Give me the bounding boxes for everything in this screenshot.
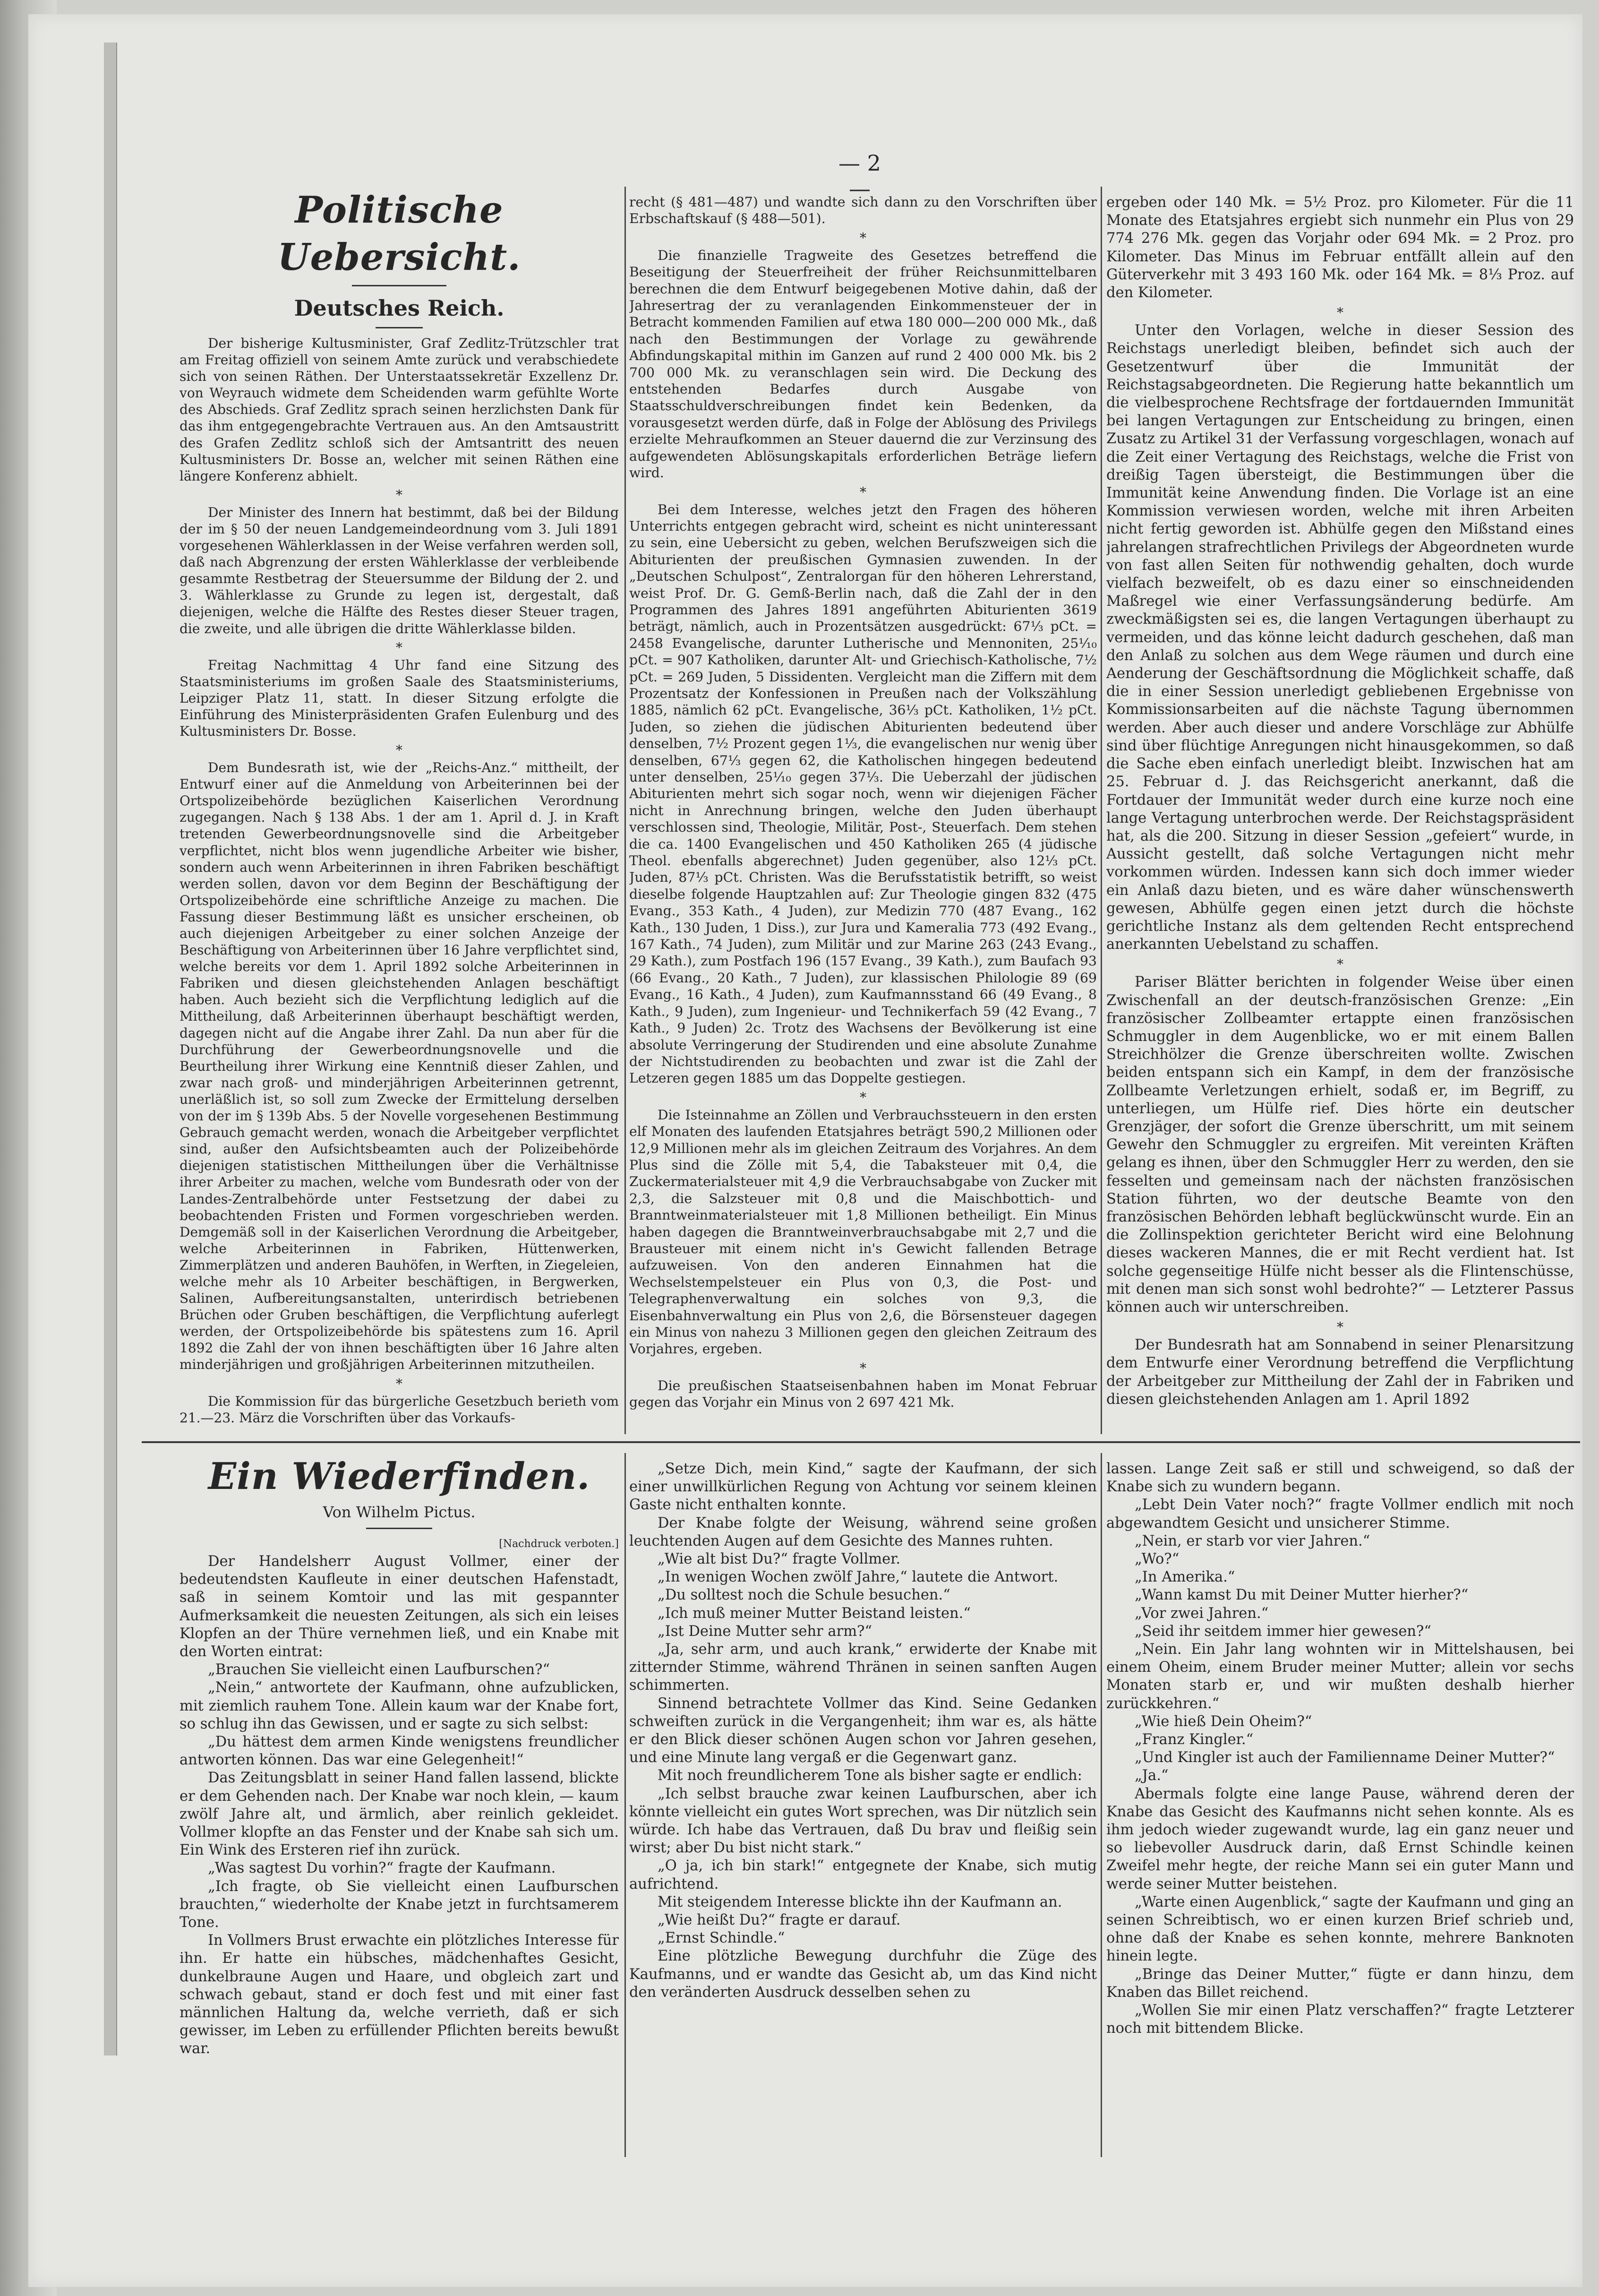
story-paragraph: „Lebt Dein Vater noch?“ fragte Vollmer endlich mit noch abgewandtem Gesicht und unsicherer Stimme.	[1106, 1496, 1574, 1531]
section-separator-star: *	[396, 1376, 402, 1392]
story-paragraph: „Ich selbst brauche zwar keinen Laufburschen, aber ich könnte vielleicht ein gutes Wort sprechen, was Dir nützlich sein würde. Ich habe das Vertrauen, daß Du brav und fleißig sein wirst; aber Du bist nicht stark.“	[629, 1785, 1097, 1857]
section-separator-star: *	[860, 484, 866, 500]
story-paragraph: „In wenigen Wochen zwölf Jahre,“ lautete die Antwort.	[658, 1569, 1059, 1586]
story-paragraph: „In Amerika.“	[1135, 1569, 1235, 1586]
article-paragraph: Pariser Blätter berichten in folgender Weise über einen Zwischenfall an der deutsch-französischen Grenze: „Ein französischer Zollbeamter ertappte einen französischen Schmuggler in dem Augenblicke, wo er mit einem Ballen Streichhölzer die Grenze überschreiten wollte. Zwischen beiden entspann sich ein Kampf, in dem der französische Zollbeamte Verletzungen erhielt, sodaß er, im Begriff, zu unterliegen, um Hülfe rief. Dies hörte ein deutscher Grenzjäger, der sofort die Grenze überschritt, um mit seinem Gewehr den Schmuggler zu ergreifen. Mit vereinten Kräften gelang es ihnen, über den Schmuggler Herr zu werden, den sie fesselten und gemeinsam nach der nächsten französischen Station führten, wo der deutsche Beamte von den französischen Behörden lebhaft beglückwünscht wurde. Ein an die Zollinspektion gerichteter Bericht wird eine Belohnung dieses wackeren Mannes, die er mit Recht verdient hat. Ist solche gegenseitige Hülfe nicht besser als die Flintenschüsse, mit denen man sich sonst wohl bedrohte?“ — Letzterer Passus können auch wir unterschreiben.	[1106, 974, 1574, 1316]
story-column-3	[1106, 1460, 1574, 2157]
story-paragraph: „Setze Dich, mein Kind,“ sagte der Kaufmann, der sich einer unwillkürlichen Regung von Achtung vor seinem kleinen Gaste nicht enthalten konnte.	[629, 1461, 1097, 1513]
section-separator-star: *	[396, 639, 402, 655]
article-paragraph: ergeben oder 140 Mk. = 5½ Proz. pro Kilometer. Für die 11 Monate des Etatsjahres ergiebt sich nunmehr ein Plus von 29 774 276 Mk. gegen das Vorjahr oder 694 Mk. = 2 Proz. pro Kilometer. Das Minus im Februar entfällt allein auf den Güterverkehr mit 3 493 160 Mk. oder 164 Mk. = 8⅓ Proz. auf den Kilometer.	[1106, 194, 1574, 301]
page-fold-strip	[104, 43, 117, 2055]
section-separator-star: *	[396, 742, 402, 758]
section-separator-star: *	[860, 1360, 866, 1376]
story-paragraph: „Wie alt bist Du?“ fragte Vollmer.	[658, 1551, 901, 1568]
story-paragraph: „O ja, ich bin stark!“ entgegnete der Knabe, sich mutig aufrichtend.	[629, 1857, 1097, 1892]
story-paragraph: „Seid ihr seitdem immer hier gewesen?“	[1135, 1623, 1431, 1640]
section-divider	[142, 1441, 1580, 1443]
story-paragraph: Mit noch freundlicherem Tone als bisher sagte er endlich:	[658, 1767, 1082, 1784]
page-number: — 2 —	[838, 150, 881, 201]
column-divider	[624, 1453, 626, 2157]
section-separator-star: *	[1337, 305, 1343, 321]
story-paragraph: „Wo?“	[1135, 1551, 1180, 1568]
story-paragraph: lassen. Lange Zeit saß er still und schweigend, so daß der Knabe sich zu wundern begann.	[1106, 1461, 1574, 1496]
article-paragraph: Dem Bundesrath ist, wie der „Reichs-Anz.“ mittheilt, der Entwurf einer auf die Anmeldung von Arbeiterinnen bei der Ortspolizeibehörde bezüglichen Kaiserlichen Verordnung zugegangen. Nach § 138 Abs. 1 der am 1. April d. J. in Kraft tretenden Gewerbeordnungsnovelle sind die Arbeitgeber verpflichtet, nicht blos wenn jugendliche Arbeiter wie bisher, sondern auch wenn Arbeiterinnen in ihren Fabriken beschäftigt werden sollen, davon vor dem Beginn der Beschäftigung der Ortspolizeibehörde eine schriftliche Anzeige zu machen. Die Fassung dieser Bestimmung läßt es unsicher erscheinen, ob auch diejenigen Arbeitgeber zu einer solchen Anzeige der Beschäftigung von Arbeiterinnen über 16 Jahre verpflichtet sind, welche bereits vor dem 1. April 1892 solche Arbeiterinnen in Fabriken und diesen gleichstehenden Anlagen beschäftigt haben. Auch bezieht sich die Verpflichtung lediglich auf die Mittheilung, daß Arbeiterinnen überhaupt beschäftigt werden, dagegen nicht auf die Angabe ihrer Zahl. Da nun aber für die Durchführung der Gewerbeordnungsnovelle und die Beurtheilung ihrer Wirkung eine Kenntniß dieser Zahlen, und zwar nach groß- und minderjährigen Arbeiterinnen getrennt, unerläßlich ist, so soll zum Zwecke der Ermittelung derselben von der im § 139b Abs. 5 der Novelle vorgesehenen Bestimmung Gebrauch gemacht werden, wonach die Arbeitgeber verpflichtet sind, außer den Aufsichtsbeamten auch der Polizeibehörde diejenigen statistischen Mittheilungen über die Verhältnisse ihrer Arbeiter zu machen, welche vom Bundesrath oder von der Landes-Zentralbehörde unter Festsetzung der dabei zu beobachtenden Fristen und Formen vorgeschrieben werden. Demgemäß soll in der Kaiserlichen Verordnung die Arbeitgeber, welche Arbeiterinnen in Fabriken, Hüttenwerken, Zimmerplätzen und anderen Bauhöfen, in Werften, in Ziegeleien, welche mehr als 10 Arbeiter beschäftigen, in Bergwerken, Salinen, Aufbereitungsanstalten, unterirdisch betriebenen Brüchen oder Gruben beschäftigen, die Verpflichtung auferlegt werden, der Ortspolizeibehörde bis spätestens zum 16. April 1892 die Zahl der von ihnen beschäftigten über 16 Jahre alten minderjährigen und großjährigen Arbeiterinnen mitzutheilen.	[180, 760, 619, 1373]
story-paragraph: „Wie hieß Dein Oheim?“	[1135, 1713, 1312, 1730]
section-separator-star: *	[860, 230, 866, 246]
title-rule	[352, 285, 446, 286]
column-divider	[1101, 187, 1102, 1434]
section-separator-star: *	[860, 1089, 866, 1105]
story-paragraph: „Du solltest noch die Schule besuchen.“	[658, 1587, 950, 1604]
story-paragraph: „Brauchen Sie vielleicht einen Laufburschen?“	[208, 1661, 550, 1678]
article-paragraph: Der Minister des Innern hat bestimmt, daß bei der Bildung der im § 50 der neuen Landgemeindeordnung vom 3. Juli 1891 vorgesehenen Wählerklassen in der Weise verfahren werden soll, daß nach Abgrenzung der ersten Wählerklasse der verbleibende gesammte Restbetrag der Steuersumme der Bildung der 2. und 3. Wählerklasse zu Grunde zu legen ist, dergestalt, daß diejenigen, welche die Hälfte des Restes dieser Steuer tragen, die zweite, und alle übrigen die dritte Wählerklasse bilden.	[180, 504, 619, 636]
story-paragraph: „Wann kamst Du mit Deiner Mutter hierher?“	[1135, 1587, 1469, 1604]
story-paragraph: Abermals folgte eine lange Pause, während deren der Knabe das Gesicht des Kaufmanns nicht sehen konnte. Als es ihm jedoch wieder zugewandt wurde, lag ein ganz neuer und so liebevoller Ausdruck darin, daß Ernst Schindle keinen Zweifel mehr hegte, der reiche Mann sei ein guter Mann und werde seiner Mutter beistehen.	[1106, 1785, 1574, 1892]
article-paragraph: Der bisherige Kultusminister, Graf Zedlitz-Trützschler trat am Freitag offiziell von seinem Amte zurück und verabschiedete sich von seinen Räthen. Der Unterstaatssekretär Exzellenz Dr. von Weyrauch widmete dem Scheidenden warm gefühlte Worte des Abschieds. Graf Zedlitz sprach seinen herzlichsten Dank für das ihm entgegengebrachte Vertrauen aus. An den Amtsaustritt des Grafen Zedlitz schloß sich der Amtsantritt des neuen Kultusministers Dr. Bosse an, welcher mit seinen Räthen eine längere Konferenz abhielt.	[180, 335, 619, 484]
section-separator-star: *	[1337, 1319, 1343, 1335]
article-paragraph: Bei dem Interesse, welches jetzt den Fragen des höheren Unterrichts entgegen gebracht wird, scheint es nicht uninteressant zu sein, eine Uebersicht zu geben, welchen Berufszweigen sich die Abiturienten der preußischen Gymnasien zuwenden. In der „Deutschen Schulpost“, Zentralorgan für den höheren Lehrerstand, weist Prof. Dr. G. Gemß-Berlin nach, daß die Zahl der in den Programmen des Jahres 1891 angeführten Abiturienten 3619 beträgt, nämlich, auch in Prozentsätzen ausgedrückt: 67⅓ pCt. = 2458 Evangelische, darunter Lutherische und Mennoniten, 25¹⁄₁₀ pCt. = 907 Katholiken, darunter Alt- und Griechisch-Katholische, 7¹⁄₂ pCt. = 269 Juden, 5 Dissidenten. Vergleicht man die Ziffern mit dem Prozentsatz der Konfessionen in Preußen nach der Volkszählung 1885, nämlich 62 pCt. Evangelische, 36⅓ pCt. Katholiken, 1½ pCt. Juden, so ziehen die jüdischen Abiturienten bedeutend über denselben, 7½ Prozent gegen 1⅓, die evangelischen nur wenig über denselben, 67⅓ gegen 62, die Katholischen hingegen bedeutend unter denselben, 25¹⁄₁₀ gegen 37⅓. Die Ueberzahl der jüdischen Abiturienten mehrt sich sogar noch, wenn wir diejenigen Fächer nicht in Anrechnung bringen, welche den Juden überhaupt verschlossen sind, Theologie, Militär, Post-, Steuerfach. Dem stehen die ca. 1400 Evangelischen und 450 Katholiken 265 (4 jüdische Theol. ebenfalls abgerechnet) Juden gegenüber, also 12⅓ pCt. Juden, 87⅓ pCt. Christen. Was die Berufsstatistik betrifft, so weist dieselbe folgende Hauptzahlen auf: Zur Theologie gingen 832 (475 Evang., 353 Kath., 4 Juden), zur Medizin 770 (487 Evang., 162 Kath., 130 Juden, 1 Diss.), zur Jura und Kameralia 773 (492 Evang., 167 Kath., 74 Juden), zum Militär und zur Marine 263 (243 Evang., 29 Kath.), zum Postfach 196 (157 Evang., 39 Kath.), zum Baufach 93 (66 Evang., 20 Kath., 7 Juden), zur klassischen Philologie 89 (69 Evang., 16 Kath., 4 Juden), zum Kaufmannsstand 66 (49 Evang., 8 Kath., 9 Juden), zum Ingenieur- und Technikerfach 59 (42 Evang., 7 Kath., 9 Juden) 2c. Trotz des Wachsens der Bevölkerung ist eine absolute Verringerung der Studirenden und eine absolute Zunahme der Nichtstudirenden zu beobachten und zwar ist die Zahl der Letzeren gegen 1885 um das Doppelte gestiegen.	[629, 501, 1097, 1086]
article-paragraph: Die finanzielle Tragweite des Gesetzes betreffend die Beseitigung der Steuerfreiheit der früher Reichsunmittelbaren berechnen die dem Entwurf beigegebenen Motive dahin, daß der Jahresertrag der zu veranlagenden Einkommensteuer der in Betracht kommenden Familien auf etwa 180 000—200 000 Mk., daß nach den Bestimmungen der Vorlage zu gewährende Abfindungskapital mithin im Ganzen auf rund 2 400 000 Mk. bis 2 700 000 Mk. zu veranschlagen sein wird. Die Deckung des entstehenden Bedarfes durch Ausgabe von Staatsschuldverschreibungen findet kein Bedenken, da vorausgesetzt werden dürfe, daß in Folge der Ablösung des Privilegs erzielte Mehraufkommen an Steuer dauernd die zur Verzinsung des aufgewendeten Ablösungskapitals erforderlichen Beträge liefern wird.	[629, 247, 1097, 481]
story-paragraph: „Ernst Schindle.“	[658, 1930, 785, 1947]
story-paragraph: „Und Kingler ist auch der Familienname Deiner Mutter?“	[1135, 1749, 1555, 1766]
section-title: Politische Uebersicht.	[277, 189, 521, 279]
story-paragraph: Der Knabe folgte der Weisung, während seine großen leuchtenden Augen auf dem Gesichte des Mannes ruhten.	[629, 1514, 1097, 1549]
story-paragraph: „Wollen Sie mir einen Platz verschaffen?“ fragte Letzterer noch mit bittendem Blicke.	[1106, 2002, 1574, 2037]
politics-column-2	[629, 194, 1097, 1434]
reprint-note: [Nachdruck verboten.]	[499, 1538, 619, 1550]
politics-column-1	[180, 187, 619, 1434]
section-separator-star: *	[396, 487, 402, 503]
story-byline: Von Wilhelm Pictus.	[323, 1503, 476, 1521]
story-paragraph: „Franz Kingler.“	[1135, 1731, 1254, 1748]
story-paragraph: Der Handelsherr August Vollmer, einer der bedeutendsten Kaufleute in einer deutschen Hafenstadt, saß in seinem Komtoir und las mit gespannter Aufmerksamkeit die neuesten Zeitungen, als sich ein leises Klopfen an der Thüre vernehmen ließ, und ein Knabe mit den Worten eintrat:	[180, 1553, 619, 1660]
story-paragraph: „Ja.“	[1135, 1767, 1169, 1784]
byline-rule	[366, 1528, 432, 1529]
article-paragraph: Unter den Vorlagen, welche in dieser Session des Reichstags unerledigt bleiben, befindet sich auch der Gesetzentwurf über die Immunität der Reichstagsabgeordneten. Die Regierung hatte bekanntlich um die vielbesprochene Rechtsfrage der fortdauernden Immunität bei langen Vertagungen zur Entscheidung zu bringen, einen Zusatz zu Artikel 31 der Verfassung vorgeschlagen, wonach auf die Zeit einer Vertagung des Reichstags, welche die Frist von dreißig Tagen übersteigt, die Bestimmungen über die Immunität keine Anwendung finden. Die Vorlage ist an eine Kommission verwiesen worden, welche mit ihren Arbeiten nicht fertig geworden ist. Abhülfe gegen den Mißstand eines jahrelangen strafrechtlichen Privilegs der Abgeordneten wurde von fast allen Seiten für nothwendig gehalten, doch wurde vielfach bezweifelt, ob es dazu einer so einschneidenden Maßregel wie einer Verfassungsänderung bedürfe. Am zweckmäßigsten sei es, die langen Vertagungen überhaupt zu vermeiden, und das könne leicht dadurch geschehen, daß man den Anlaß zu solchen aus dem Wege räumen und durch eine Aenderung der Geschäftsordnung die Möglichkeit schaffe, daß die in einer Session unerledigt gebliebenen Ergebnisse von Kommissionsarbeiten auf die nächste Tagung übernommen werden. Aber auch dieser und andere Vorschläge zur Abhülfe sind über flüchtige Anregungen nicht hinausgekommen, so daß die Sache eben einfach unerledigt bleibt. Inzwischen hat am 25. Februar d. J. das Reichsgericht anerkannt, daß die Fortdauer der Immunität weder durch eine kurze noch eine lange Vertagung unterbrochen werde. Der Reichstagspräsident hat, als die 200. Sitzung in dieser Session „gefeiert“ wurde, in Aussicht gestellt, daß solche Vertagungen nicht mehr vorkommen würden. Indessen kann sich doch immer wieder ein Anlaß dazu bieten, und es wäre daher wünschenswerth gewesen, Abhülfe gegen einen jetzt durch die höchste gerichtliche Instanz als dem geltenden Recht entsprechend anerkannten Uebelstand zu schaffen.	[1106, 322, 1574, 953]
story-paragraph: „Was sagtest Du vorhin?“ fragte der Kaufmann.	[208, 1860, 556, 1877]
story-paragraph: „Wie heißt Du?“ fragte er darauf.	[658, 1912, 901, 1929]
story-paragraph: „Bringe das Deiner Mutter,“ fügte er dann hinzu, dem Knaben das Billet reichend.	[1106, 1966, 1574, 2001]
story-column-2	[629, 1460, 1097, 2157]
story-title: Ein Wiederfinden.	[208, 1455, 590, 1498]
story-paragraph: Eine plötzliche Bewegung durchfuhr die Züge des Kaufmanns, und er wandte das Gesicht ab, um das Kind nicht den veränderten Ausdruck desselben sehen zu	[629, 1948, 1097, 2001]
story-paragraph: Das Zeitungsblatt in seiner Hand fallen lassend, blickte er dem Gehenden nach. Der Knabe war noch klein, — kaum zwölf Jahre alt, und ärmlich, aber reinlich gekleidet. Vollmer klopfte an das Fenster und der Knabe sah sich um. Ein Wink des Ersteren rief ihn zurück.	[180, 1770, 619, 1859]
story-paragraph: „Warte einen Augenblick,“ sagte der Kaufmann und ging an seinen Schreibtisch, wo er einen kurzen Brief schrieb und, ohne daß der Knabe es sehen konnte, mehrere Banknoten hinein legte.	[1106, 1893, 1574, 1965]
article-paragraph: Die Isteinnahme an Zöllen und Verbrauchssteuern in den ersten elf Monaten des laufenden Etatsjahres beträgt 590,2 Millionen oder 12,9 Millionen mehr als im gleichen Zeitraum des Vorjahres. An dem Plus sind die Zölle mit 5,4, die Tabaksteuer mit 0,4, die Zuckermaterialsteuer mit 4,9 die Verbrauchsabgabe von Zucker mit 2,3, die Salzsteuer mit 0,8 und die Maischbottich- und Branntweinmaterialsteuer mit 1,8 Millionen betheiligt. Ein Minus haben dagegen die Branntweinverbrauchsabgabe mit 2,7 und die Brausteuer mit einem nicht in's Gewicht fallenden Betrage aufzuweisen. Von den anderen Einnahmen hat die Wechselstempelsteuer ein Plus von 0,3, die Post- und Telegraphenverwaltung ein solches von 9,3, die Eisenbahnverwaltung ein Plus von 2,6, die Börsensteuer dagegen ein Minus von nahezu 3 Millionen gegen den gleichen Zeitraum des Vorjahres, ergeben.	[629, 1107, 1097, 1357]
story-paragraph: „Ich muß meiner Mutter Beistand leisten.“	[658, 1605, 971, 1622]
article-paragraph: Die preußischen Staatseisenbahnen haben im Monat Februar gegen das Vorjahr ein Minus von 2 697 421 Mk.	[629, 1377, 1097, 1410]
article-paragraph: recht (§ 481—487) und wandte sich dann zu den Vorschriften über Erbschaftskauf (§ 488—501).	[629, 194, 1097, 227]
subtitle-rule	[376, 327, 423, 328]
story-paragraph: „Vor zwei Jahren.“	[1135, 1605, 1269, 1622]
story-paragraph: Sinnend betrachtete Vollmer das Kind. Seine Gedanken schweiften zurück in die Vergangenheit; ihm war es, als hätte er den Blick dieser schönen Augen schon vor Jahren gesehen, und eine Minute lang vergaß er die Gegenwart ganz.	[629, 1695, 1097, 1766]
story-paragraph: „Du hättest dem armen Kinde wenigstens freundlicher antworten können. Das war eine Gelegenheit!“	[180, 1734, 619, 1769]
story-paragraph: „Ich fragte, ob Sie vielleicht einen Laufburschen brauchten,“ wiederholte der Knabe jetzt in furchtsamerem Tone.	[180, 1878, 619, 1931]
story-paragraph: „Nein,“ antwortete der Kaufmann, ohne aufzublicken, mit ziemlich rauhem Tone. Allein kaum war der Knabe fort, so schlug ihn das Gewissen, und er sagte zu sich selbst:	[180, 1679, 619, 1732]
story-paragraph: „Nein, er starb vor vier Jahren.“	[1135, 1532, 1370, 1549]
section-separator-star: *	[1337, 956, 1343, 972]
story-column-1	[180, 1453, 619, 2157]
column-divider	[1101, 1453, 1102, 2157]
story-paragraph: „Nein. Ein Jahr lang wohnten wir in Mittelshausen, bei einem Oheim, einem Bruder meiner Mutter; allein vor sechs Monaten starb er, und wir mußten deshalb hierher zurückkehren.“	[1106, 1641, 1574, 1712]
section-subtitle: Deutsches Reich.	[294, 295, 504, 321]
story-paragraph: Mit steigendem Interesse blickte ihn der Kaufmann an.	[658, 1893, 1062, 1910]
article-paragraph: Freitag Nachmittag 4 Uhr fand eine Sitzung des Staatsministeriums im großen Saale des Staatsministeriums, Leipziger Platz 11, statt. In dieser Sitzung erfolgte die Einführung des Ministerpräsidenten Grafen Eulenburg und des Kultusministers Dr. Bosse.	[180, 657, 619, 739]
article-paragraph: Die Kommission für das bürgerliche Gesetzbuch berieth vom 21.—23. März die Vorschriften über das Vorkaufs-	[180, 1393, 619, 1426]
politics-column-3	[1106, 194, 1574, 1434]
story-paragraph: „Ja, sehr arm, und auch krank,“ erwiderte der Knabe mit zitternder Stimme, während Thränen in seinen sanften Augen schimmerten.	[629, 1641, 1097, 1694]
article-paragraph: Der Bundesrath hat am Sonnabend in seiner Plenarsitzung dem Entwurfe einer Verordnung betreffend die Verpflichtung der Arbeitgeber zur Mittheilung der Zahl der in Fabriken und diesen gleichstehenden Anlagen am 1. April 1892	[1106, 1337, 1574, 1408]
story-paragraph: In Vollmers Brust erwachte ein plötzliches Interesse für ihn. Er hatte ein hübsches, mädchenhaftes Gesicht, dunkelbraune Augen und Haare, und obgleich zart und schwach gebaut, stand er doch fest und mit einer fast männlichen Haltung da, welche verrieth, daß er sich gewisser, im Leben zu erfüllender Pflichten bereits bewußt war.	[180, 1932, 619, 2057]
column-divider	[624, 187, 626, 1434]
story-paragraph: „Ist Deine Mutter sehr arm?“	[658, 1623, 872, 1640]
